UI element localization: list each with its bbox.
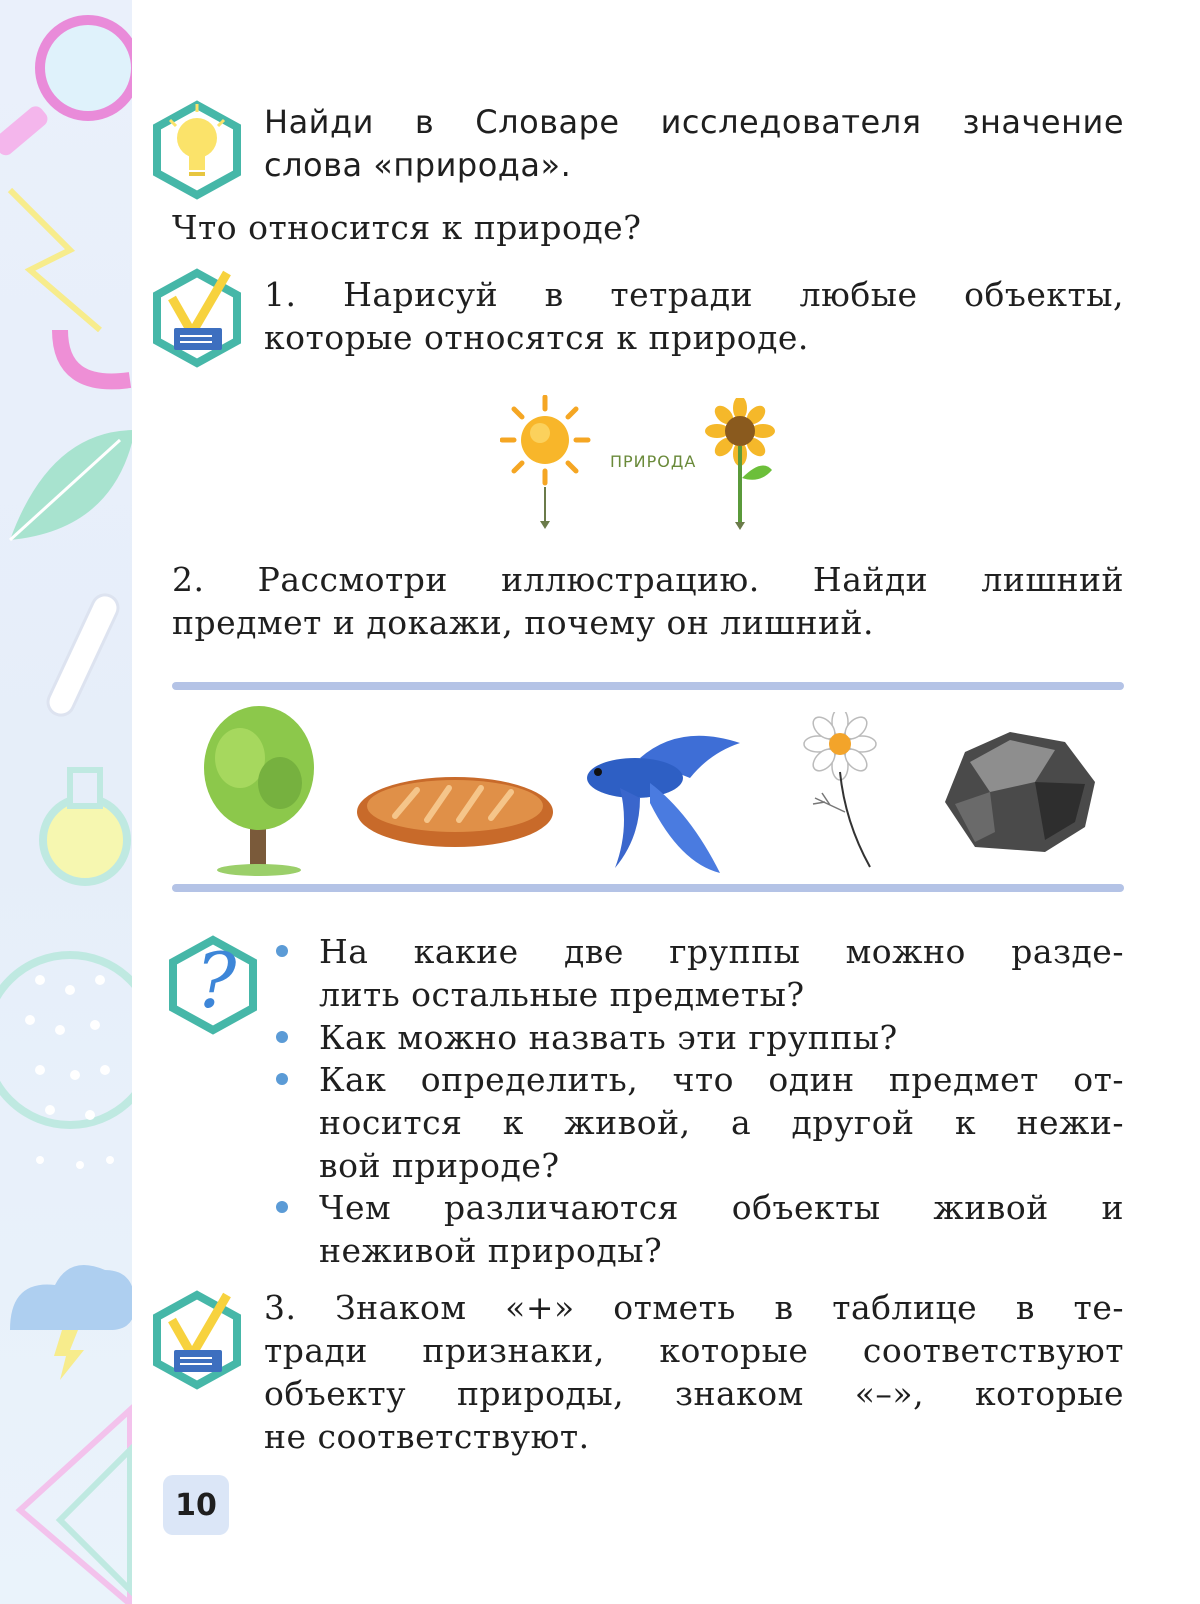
question-4-line-1: Чем различаются объекты живой и [319,1188,1124,1227]
task3-line-4: не соответствуют. [264,1417,590,1456]
question-3-line-1: Как определить, что один предмет от- [319,1060,1124,1099]
task2-line-2: предмет и докажи, почему он лишний. [172,603,874,642]
task3-text [264,1286,1124,1458]
stone-illustration [935,722,1105,857]
magnifier-icon [40,20,132,116]
task1-line-2: которые относятся к природе. [264,318,809,357]
intro-text [264,101,1124,187]
question-2-line-1: Как можно назвать эти группы? [319,1018,898,1057]
decorative-sidebar [0,0,132,1604]
question-3-line-3: вой природе? [319,1146,560,1185]
intro-line-1: Найди в Словаре исследователя значение [264,103,1124,141]
nature-label: ПРИРОДА [610,452,697,471]
chamomile-illustration [790,712,890,872]
task1-line-1: 1. Нарисуй в тетради любые объекты, [264,275,1124,314]
notebook-task-icon [152,268,242,368]
question-1-line-2: лить остальные предметы? [319,975,805,1014]
question-1 [319,930,1124,1016]
task3-line-2: тради признаки, которые соответствуют [264,1331,1124,1370]
cloud-icon [10,1265,132,1330]
svg-text:?: ? [195,936,237,1025]
question-4-line-2: неживой природы? [319,1231,663,1270]
illustration-top-rule [172,682,1124,690]
fish-illustration [580,728,745,878]
question-icon [168,935,258,1035]
task2-line-1: 2. Рассмотри иллюстрацию. Найди лишний [172,560,1124,599]
dotted-circle-icon [0,955,132,1125]
sunflower-icon [696,398,786,533]
tree-illustration [195,698,325,878]
magnet-icon [60,330,130,381]
task2-text [172,558,1124,644]
lightbulb-icon [152,100,242,200]
page-number: 10 [163,1475,229,1535]
illustration-bottom-rule [172,884,1124,892]
flask-icon [43,798,127,882]
task1-text [264,273,1124,359]
question-3 [319,1058,1124,1187]
bullet-dot [276,1201,288,1213]
section-heading: Что относится к природе? [172,208,642,247]
task3-line-3: объекту природы, знаком «–», которые [264,1374,1124,1413]
bullet-dot [276,1031,288,1043]
notebook-task-icon [152,1290,242,1390]
sun-icon [500,395,600,535]
intro-line-2: слова «природа». [264,146,572,184]
thermometer-icon [44,591,123,720]
bread-illustration [355,770,555,850]
bullet-dot [276,945,288,957]
question-1-line-1: На какие две группы можно разде- [319,932,1124,971]
task3-line-1: 3. Знаком «+» отметь в таблице в те- [264,1288,1124,1327]
sidebar-illustrations [0,0,132,1604]
question-2 [319,1016,1124,1059]
question-4 [319,1186,1124,1272]
question-3-line-2: носится к живой, а другой к нежи- [319,1103,1124,1142]
zigzag-icon [10,190,100,330]
bullet-dot [276,1073,288,1085]
